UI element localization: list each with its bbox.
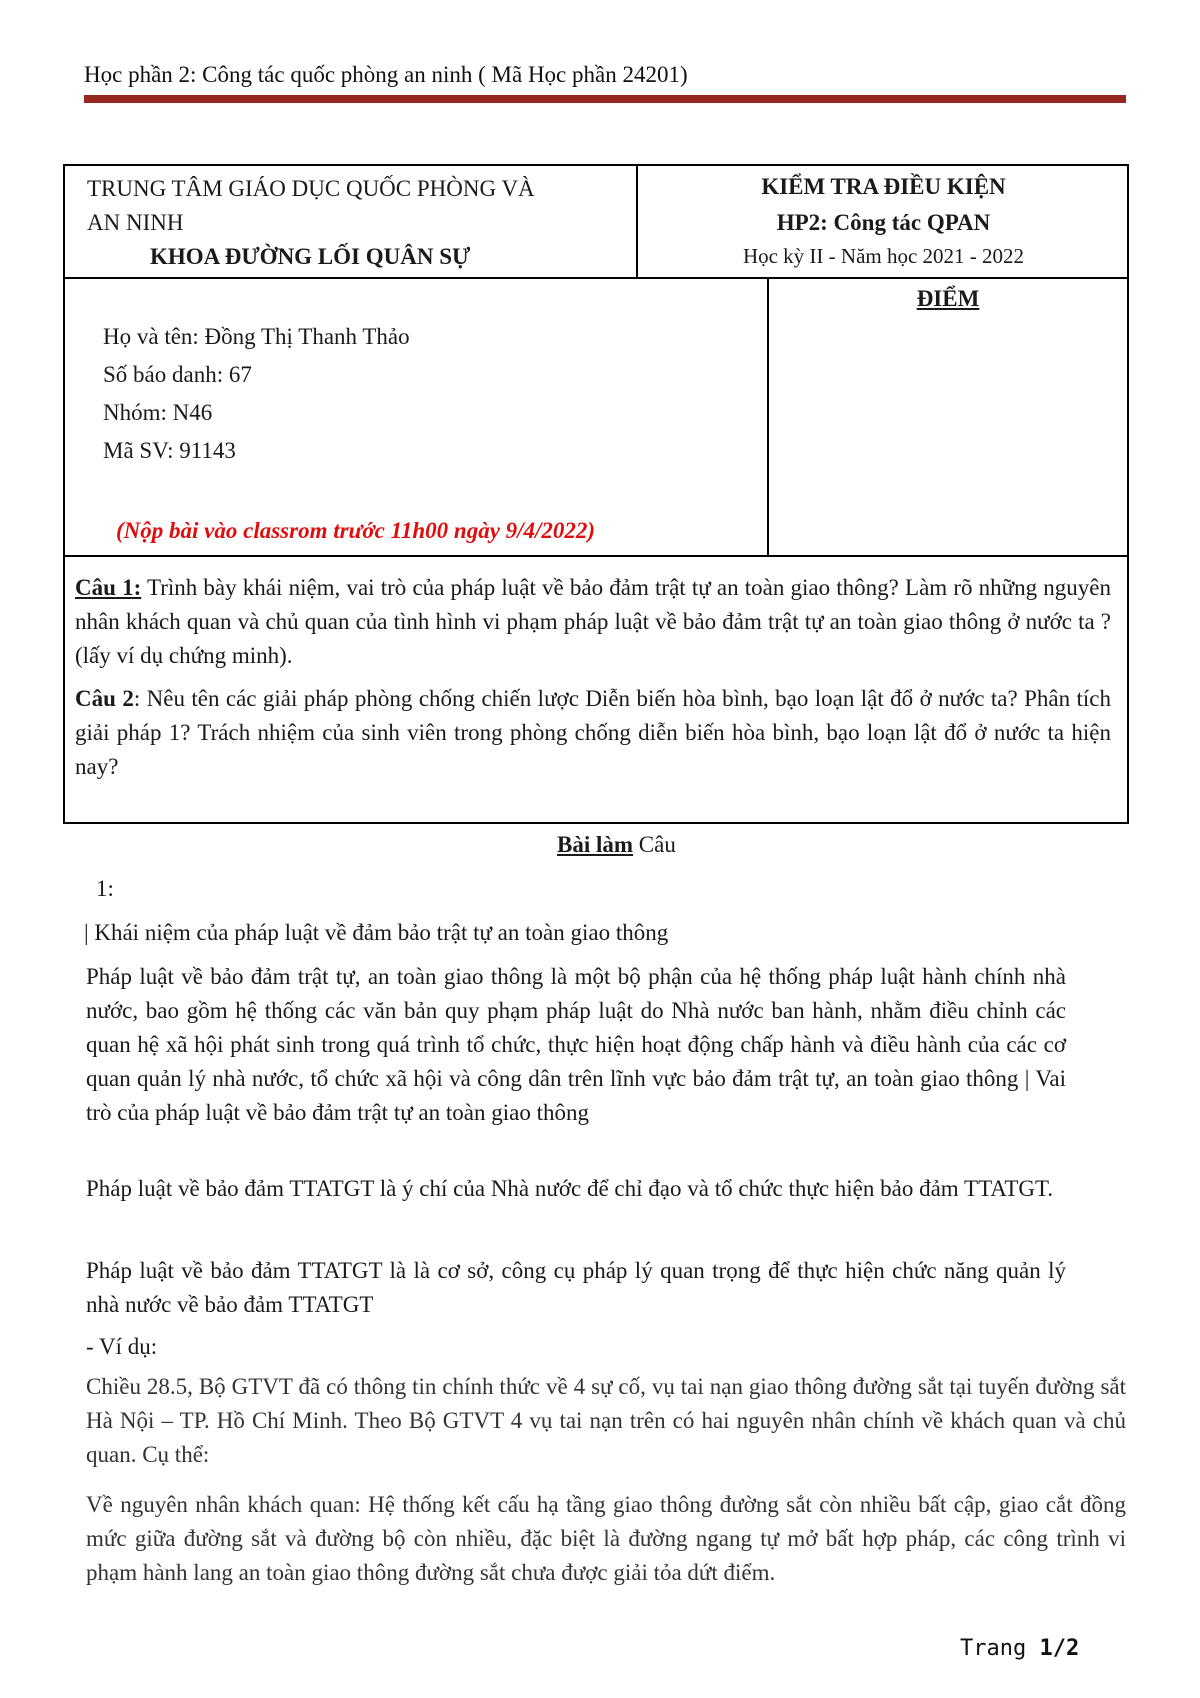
exam-title: KIỂM TRA ĐIỀU KIỆN <box>761 174 1006 199</box>
score-label: ĐIỂM <box>916 286 980 311</box>
answer-title: Bài làm <box>557 832 634 857</box>
student-id: Mã SV: 91143 <box>103 438 236 463</box>
answer-paragraph-3: Pháp luật về bảo đảm TTATGT là là cơ sở, công cụ pháp lý quan trọng để thực hiện chức năng quản lý nhà nước về bảo đảm TTATGT <box>86 1258 1066 1317</box>
question-2-label: Câu 2 <box>75 686 134 711</box>
page-footer <box>960 1636 1079 1661</box>
institution-line-2: AN NINH <box>87 210 184 235</box>
answer-heading-1: | Khái niệm của pháp luật về đảm bảo trật tự an toàn giao thông <box>84 920 669 945</box>
candidate-number: Số báo danh: 67 <box>103 362 252 387</box>
box-divider-top <box>63 277 1129 279</box>
question-2-text: : Nêu tên các giải pháp phòng chống chiến lược Diễn biến hòa bình, bạo loạn lật đổ ở nước ta? Phân tích giải pháp 1? Trách nhiệm của sinh viên trong phòng chống diễn biến hòa bình, bạo loạn lật đổ ở nước ta hiện nay? <box>75 686 1112 779</box>
answer-paragraph-4: Chiều 28.5, Bộ GTVT đã có thông tin chính thức về 4 sự cố, vụ tai nạn giao thông đường sắt tại tuyến đường sắt Hà Nội – TP. Hồ Chí Minh. Theo Bộ GTVT 4 vụ tai nạn trên có hai nguyên nhân chính về khách quan và chủ quan. Cụ thể: <box>86 1374 1126 1467</box>
header-rule <box>84 95 1126 103</box>
footer-prefix: Trang <box>960 1636 1040 1661</box>
answer-title-suffix: Câu <box>633 832 676 857</box>
answer-title-line <box>557 828 676 861</box>
student-group: Nhóm: N46 <box>103 400 213 425</box>
term: Học kỳ II - Năm học 2021 - 2022 <box>742 244 1025 268</box>
answer-paragraph-2: Pháp luật về bảo đảm TTATGT là ý chí của Nhà nước để chỉ đạo và tổ chức thực hiện bảo đảm TTATGT. <box>86 1176 1054 1201</box>
box-divider-header <box>636 164 638 278</box>
box-divider-questions <box>63 555 1129 557</box>
submission-deadline: (Nộp bài vào classrom trước 11h00 ngày 9/4/2022) <box>116 518 596 543</box>
box-divider-score <box>767 277 769 556</box>
student-name: Họ và tên: Đồng Thị Thanh Thảo <box>103 324 410 349</box>
question-1-label: Câu 1: <box>75 575 142 600</box>
page-number: 1/2 <box>1039 1636 1080 1661</box>
faculty-name: KHOA ĐƯỜNG LỐI QUÂN SỰ <box>150 244 471 269</box>
example-label: - Ví dụ: <box>86 1334 158 1359</box>
answer-question-number: 1: <box>96 876 114 901</box>
page-header: Học phần 2: Công tác quốc phòng an ninh ( Mã Học phần 24201) <box>84 62 688 87</box>
question-1-text: Trình bày khái niệm, vai trò của pháp luật về bảo đảm trật tự an toàn giao thông? Làm rõ những nguyên nhân khách quan và chủ quan của tình hình vi phạm pháp luật về bảo đảm trật tự an toàn giao thông ở nước ta ? (lấy ví dụ chứng minh). <box>75 575 1111 668</box>
answer-paragraph-1: Pháp luật về bảo đảm trật tự, an toàn giao thông là một bộ phận của hệ thống pháp luật hành chính nhà nước, bao gồm hệ thống các văn bản quy phạm pháp luật do Nhà nước ban hành, nhằm điều chỉnh các quan hệ xã hội phát sinh trong quá trình tổ chức, thực hiện hoạt động chấp hành và điều hành của các cơ quan quản lý nhà nước, tổ chức xã hội và công dân trên lĩnh vực bảo đảm trật tự, an toàn giao thông | Vai trò của pháp luật về bảo đảm trật tự an toàn giao thông <box>86 964 1066 1125</box>
answer-paragraph-5: Về nguyên nhân khách quan: Hệ thống kết cấu hạ tầng giao thông đường sắt còn nhiều bất cập, giao cắt đồng mức giữa đường sắt và đường bộ còn nhiều, đặc biệt là đường ngang tự mở bất hợp pháp, các công trình vi phạm hành lang an toàn giao thông đường sắt chưa được giải tỏa dứt điểm. <box>86 1492 1126 1585</box>
question-2 <box>75 682 1111 784</box>
question-1 <box>75 571 1111 673</box>
institution-line-1: TRUNG TÂM GIÁO DỤC QUỐC PHÒNG VÀ <box>87 176 535 201</box>
course-name: HP2: Công tác QPAN <box>776 210 991 235</box>
